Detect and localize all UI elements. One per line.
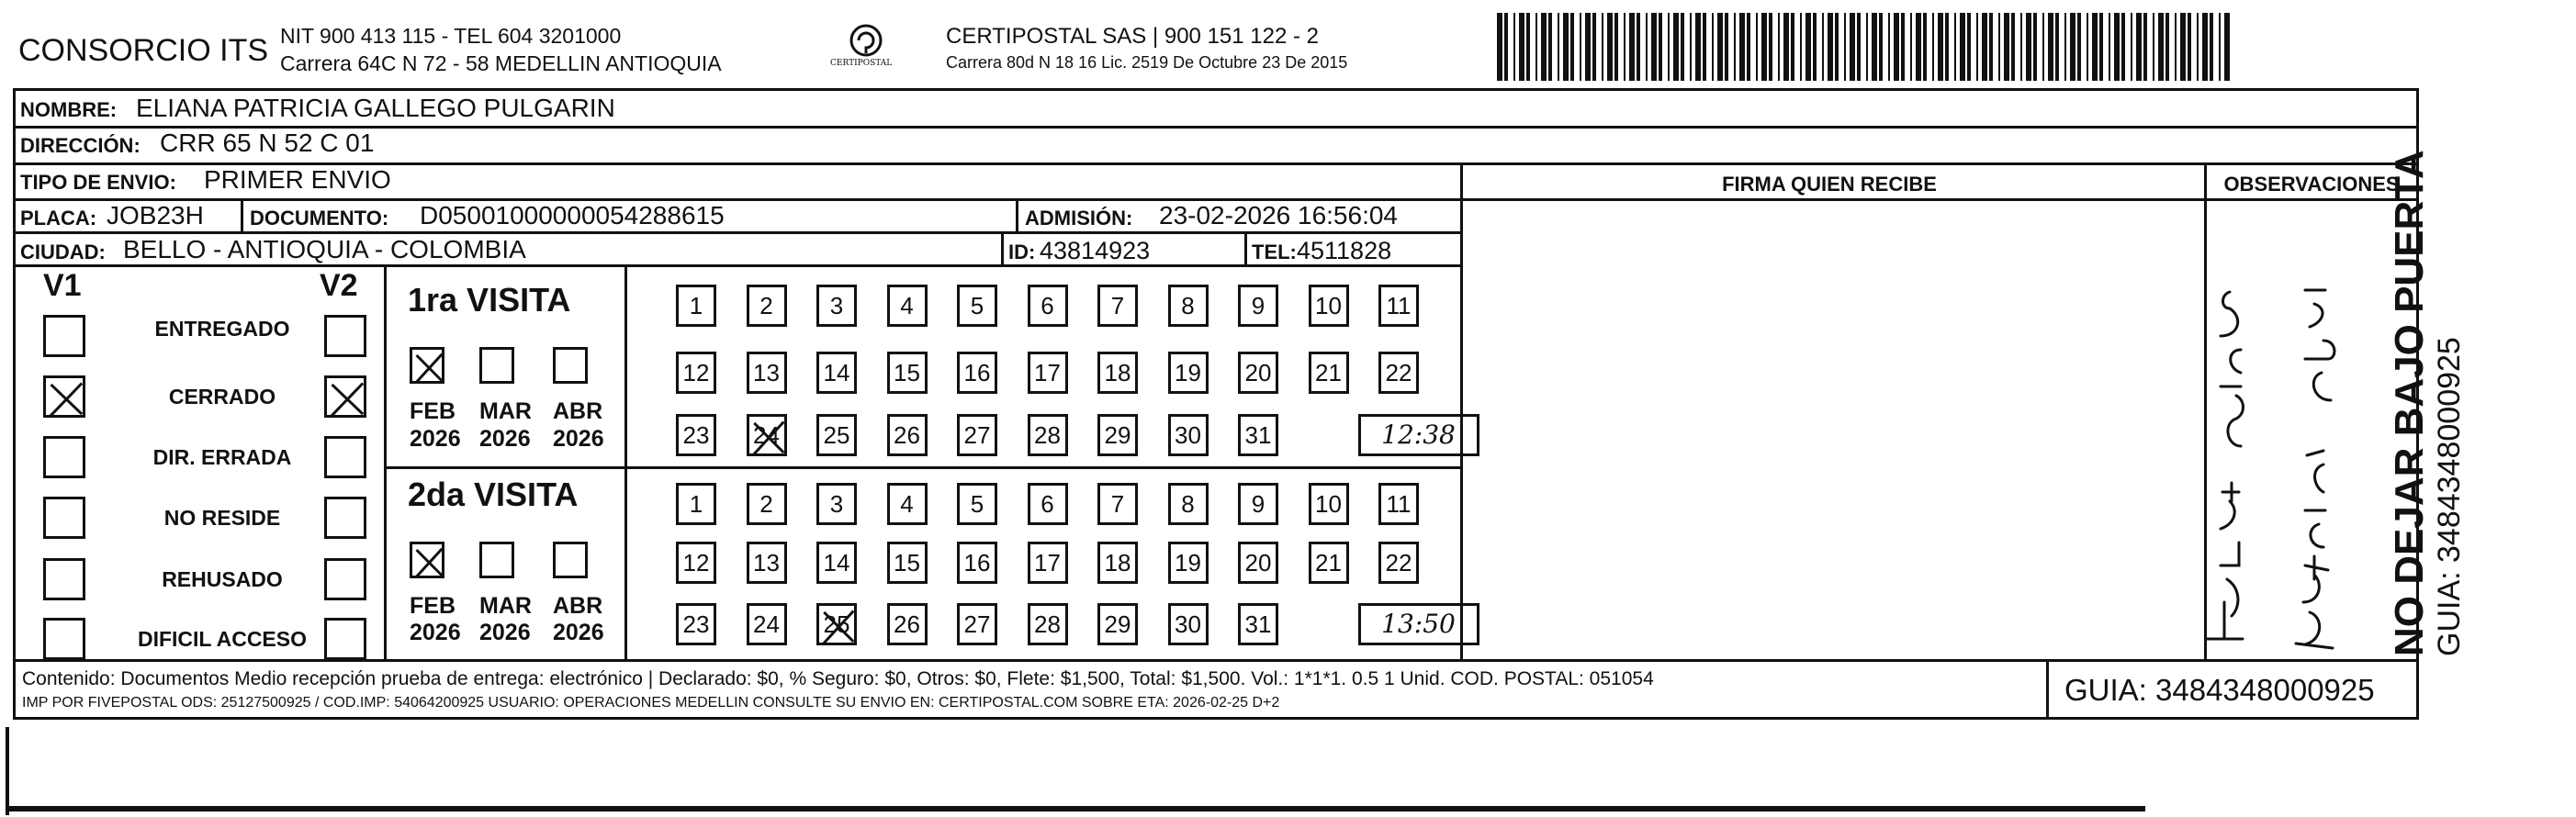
visit1-day-box[interactable]: 31 [1238,414,1278,456]
v1-checkbox[interactable] [43,315,85,357]
month-label: MAR [479,398,532,424]
v1-checkbox[interactable] [43,375,85,418]
visit2-day-box[interactable]: 19 [1168,542,1209,584]
year-label: 2026 [410,620,461,645]
month-label: MAR [479,593,532,619]
visit1-month-checkbox[interactable] [479,347,514,384]
v1-label: V1 [43,268,82,303]
visit1-time-box[interactable]: 12:38 [1358,414,1479,456]
ciudad-label: CIUDAD: [20,241,106,263]
visit1-day-box[interactable]: 17 [1028,352,1068,394]
footer-imp: IMP POR FIVEPOSTAL ODS: 25127500925 / COD.IMP: 54064200925 USUARIO: OPERACIONES MEDELLIN CONSULTE SU ENVIO EN: CERTIPOSTAL.COM SOBRE ETA: 2026-02-25 D+2 [22,695,1280,711]
visit1-day-box[interactable]: 6 [1028,285,1068,327]
visit2-day-box[interactable]: 9 [1238,483,1278,525]
visit2-day-box[interactable]: 13 [747,542,787,584]
visit1-day-box[interactable]: 24 [747,414,787,456]
status-reason-label: REHUSADO [162,567,283,591]
year-label: 2026 [479,426,531,452]
visit1-day-box[interactable]: 2 [747,285,787,327]
visit2-day-box[interactable]: 6 [1028,483,1068,525]
status-reason-label: ENTREGADO [154,317,290,341]
v1-checkbox[interactable] [43,436,85,478]
no-dejar-text: NO DEJAR BAJO PUERTA [2387,150,2432,656]
year-label: 2026 [410,426,461,452]
visit1-day-box[interactable]: 18 [1097,352,1138,394]
visit1-day-box[interactable]: 1 [676,285,716,327]
page-edge-bottom [6,806,2145,811]
tipo-envio-value: PRIMER ENVIO [204,165,391,194]
visit1-day-box[interactable]: 14 [816,352,857,394]
visit2-day-box[interactable]: 14 [816,542,857,584]
visit2-day-box[interactable]: 18 [1097,542,1138,584]
side-guia: GUIA: 3484348000925 [2432,337,2467,656]
visit1-day-box[interactable]: 19 [1168,352,1209,394]
status-reason-label: CERRADO [168,385,276,408]
visit1-day-box[interactable]: 9 [1238,285,1278,327]
visit1-day-box[interactable]: 8 [1168,285,1209,327]
check-mark-icon [46,378,88,420]
visit2-time-box[interactable]: 13:50 [1358,603,1479,645]
page-edge-left [6,727,9,815]
visit2-day-box[interactable]: 2 [747,483,787,525]
id-label: ID: [1008,241,1036,263]
certipostal-info: CERTIPOSTAL SAS | 900 151 122 - 2 [946,24,1319,49]
nombre-label: NOMBRE: [20,98,118,121]
visit2-day-box[interactable]: 26 [887,603,928,645]
visit2-day-box[interactable]: 10 [1309,483,1349,525]
status-reason-label: NO RESIDE [163,506,281,530]
visit2-month-checkbox[interactable] [553,542,588,578]
visit2-day-box[interactable]: 16 [957,542,997,584]
visit2-day-box[interactable]: 5 [957,483,997,525]
year-label: 2026 [479,620,531,645]
placa-label: PLACA: [20,207,97,229]
visit2-day-box[interactable]: 22 [1378,542,1419,584]
check-mark-icon [819,606,860,648]
company-address: Carrera 64C N 72 - 58 MEDELLIN ANTIOQUIA [280,51,722,75]
visit2-day-box[interactable]: 25 [816,603,857,645]
visit1-day-box[interactable]: 7 [1097,285,1138,327]
visit1-day-box[interactable]: 25 [816,414,857,456]
month-label: ABR [553,593,603,619]
visit1-day-box[interactable]: 10 [1309,285,1349,327]
visit2-day-box[interactable]: 29 [1097,603,1138,645]
visit2-day-box[interactable]: 20 [1238,542,1278,584]
visit1-title: 1ra VISITA [408,281,571,319]
month-label: FEB [410,593,456,619]
visit1-month-checkbox[interactable] [410,347,444,384]
barcode [1497,13,2232,81]
visit2-day-box[interactable]: 21 [1309,542,1349,584]
v2-label: V2 [320,268,358,303]
footer-contenido: Contenido: Documentos Medio recepción prueba de entrega: electrónico | Declarado: $0, % Seguro: $0, Otros: $0, Flete: $1,500, Total: $1,500. Vol.: 1*1*1. 0.5 1 Unid. COD. POSTAL: 051054 [22,668,1654,689]
visit1-day-box[interactable]: 11 [1378,285,1419,327]
visit2-day-box[interactable]: 15 [887,542,928,584]
visit1-day-box[interactable]: 23 [676,414,716,456]
nombre-value: ELIANA PATRICIA GALLEGO PULGARIN [136,94,615,122]
admision-label: ADMISIÓN: [1025,207,1133,229]
visit2-day-box[interactable]: 28 [1028,603,1068,645]
footer-guia: GUIA: 3484348000925 [2064,673,2375,707]
visit2-day-box[interactable]: 23 [676,603,716,645]
year-label: 2026 [553,620,604,645]
visit1-day-box[interactable]: 20 [1238,352,1278,394]
visit1-day-box[interactable]: 15 [887,352,928,394]
tel-label: TEL: [1252,241,1297,263]
visit1-day-box[interactable]: 29 [1097,414,1138,456]
visit1-day-box[interactable]: 16 [957,352,997,394]
v1-checkbox[interactable] [43,497,85,539]
visit1-month-checkbox[interactable] [553,347,588,384]
month-label: FEB [410,398,456,424]
status-reason-label: DIR. ERRADA [152,445,292,469]
firma-header: FIRMA QUIEN RECIBE [1722,173,1937,196]
visit2-day-box[interactable]: 3 [816,483,857,525]
observaciones-header: OBSERVACIONES [2223,173,2400,196]
visit2-day-box[interactable]: 27 [957,603,997,645]
visit1-day-box[interactable]: 21 [1309,352,1349,394]
documento-value: D05001000000054288615 [420,201,725,229]
visit2-day-box[interactable]: 11 [1378,483,1419,525]
status-reason-label: DIFICIL ACCESO [137,627,307,651]
certipostal-address: Carrera 80d N 18 16 Lic. 2519 De Octubre 23 De 2015 [946,53,1348,72]
visit2-day-box[interactable]: 1 [676,483,716,525]
visit1-day-box[interactable]: 4 [887,285,928,327]
visit1-day-box[interactable]: 30 [1168,414,1209,456]
tel-value: 4511828 [1297,237,1392,264]
ciudad-value: BELLO - ANTIOQUIA - COLOMBIA [123,235,526,263]
visit1-day-box[interactable]: 27 [957,414,997,456]
company-name: CONSORCIO ITS [18,33,269,68]
visit2-day-box[interactable]: 31 [1238,603,1278,645]
admision-value: 23-02-2026 16:56:04 [1159,201,1398,229]
month-label: ABR [553,398,603,424]
visit2-day-box[interactable]: 4 [887,483,928,525]
visit1-day-box[interactable]: 28 [1028,414,1068,456]
visit1-day-box[interactable]: 26 [887,414,928,456]
documento-label: DOCUMENTO: [250,207,389,229]
visit2-day-box[interactable]: 30 [1168,603,1209,645]
id-value: 43814923 [1040,237,1151,264]
tipo-envio-label: TIPO DE ENVIO: [20,171,176,194]
visit1-day-box[interactable]: 22 [1378,352,1419,394]
certipostal-logo: CERTIPOSTAL [825,20,907,75]
direccion-label: DIRECCIÓN: [20,134,141,157]
visit2-day-box[interactable]: 12 [676,542,716,584]
visit2-day-box[interactable]: 8 [1168,483,1209,525]
visit1-day-box[interactable]: 5 [957,285,997,327]
side-notice [2388,150,2467,656]
year-label: 2026 [553,426,604,452]
visit1-day-box[interactable]: 13 [747,352,787,394]
visit1-day-box[interactable]: 12 [676,352,716,394]
company-nit: NIT 900 413 115 - TEL 604 3201000 [280,24,622,48]
visit2-month-checkbox[interactable] [410,542,444,578]
direccion-value: CRR 65 N 52 C 01 [160,129,375,157]
check-mark-icon [749,417,790,459]
visit2-title: 2da VISITA [408,476,579,513]
observaciones-handwriting [2204,198,2417,661]
check-mark-icon [412,350,447,386]
visit2-day-box[interactable]: 7 [1097,483,1138,525]
placa-value: JOB23H [107,201,204,229]
visit1-day-box[interactable]: 3 [816,285,857,327]
check-mark-icon [412,544,447,581]
visit2-day-box[interactable]: 17 [1028,542,1068,584]
v1-checkbox[interactable] [43,618,85,660]
visit2-day-box[interactable]: 24 [747,603,787,645]
visit2-month-checkbox[interactable] [479,542,514,578]
v1-checkbox[interactable] [43,558,85,600]
